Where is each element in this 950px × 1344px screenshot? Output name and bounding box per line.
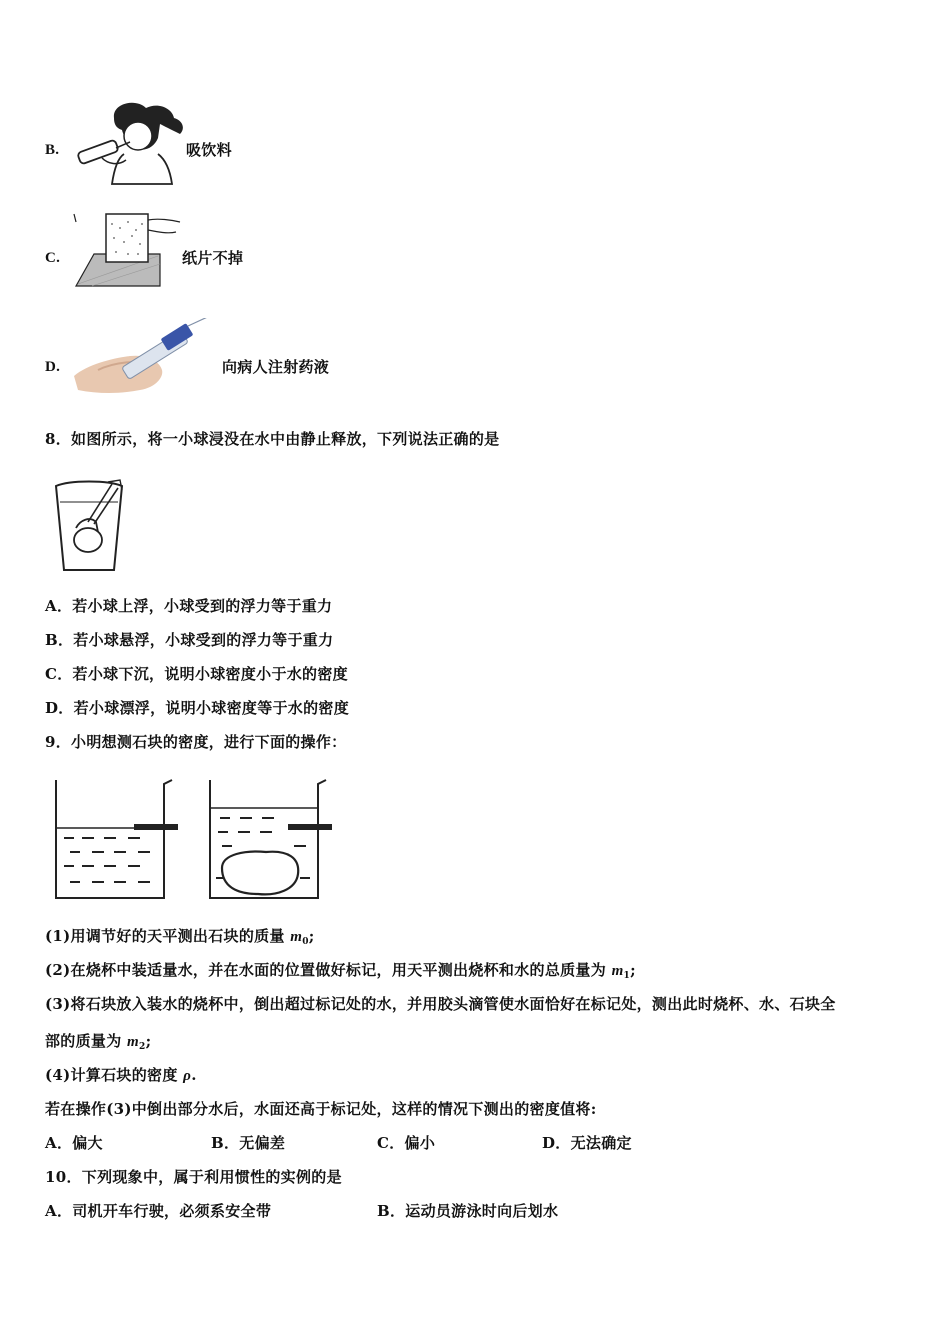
option-b-text: 吸饮料 xyxy=(186,141,232,159)
ball-in-water-figure xyxy=(52,478,128,574)
q9-question: 若在操作(3)中倒出部分水后，水面还高于标记处，这样的情况下测出的密度值将: xyxy=(45,1100,597,1118)
beaker-stone-figure xyxy=(206,778,334,902)
q9-option-c: C．偏小 xyxy=(377,1134,436,1152)
drinking-girl-figure xyxy=(74,98,186,188)
q9-step2: (2)在烧杯中装适量水，并在水面的位置做好标记，用天平测出烧杯和水的总质量为 $m_1$; xyxy=(45,961,636,981)
q10-stem: 10．下列现象中，属于利用惯性的实例的是 xyxy=(45,1168,342,1186)
paper-cup-figure xyxy=(72,208,184,292)
q9-step1: (1)用调节好的天平测出石块的质量 $m_0$; xyxy=(45,927,315,947)
q9-option-a: A．偏大 xyxy=(45,1134,103,1152)
q8-stem: 8．如图所示，将一小球浸没在水中由静止释放，下列说法正确的是 xyxy=(45,430,500,448)
q8-option-d: D．若小球漂浮，说明小球密度等于水的密度 xyxy=(45,699,350,717)
q9-stem: 9．小明想测石块的密度，进行下面的操作： xyxy=(45,733,347,751)
option-b-letter: B. xyxy=(45,142,60,158)
q9-step4: (4)计算石块的密度 ρ. xyxy=(45,1066,197,1084)
beaker-water-figure xyxy=(52,778,180,902)
option-c-text: 纸片不掉 xyxy=(182,249,244,267)
option-d-letter: D. xyxy=(45,359,61,375)
option-d-text: 向病人注射药液 xyxy=(222,358,330,376)
q8-option-c: C．若小球下沉，说明小球密度小于水的密度 xyxy=(45,665,348,683)
q9-step3-line1: (3)将石块放入装水的烧杯中，倒出超过标记处的水，并用胶头滴管使水面恰好在标记处，测出此时烧杯、水、石块全 xyxy=(45,995,836,1013)
q8-option-a: A．若小球上浮，小球受到的浮力等于重力 xyxy=(45,597,333,615)
option-c-letter: C. xyxy=(45,250,61,266)
q9-option-d: D．无法确定 xyxy=(542,1134,632,1152)
q9-option-b: B．无偏差 xyxy=(211,1134,286,1152)
q10-option-b: B．运动员游泳时向后划水 xyxy=(377,1202,559,1220)
q9-step3-line2: 部的质量为 $m_2$; xyxy=(45,1032,152,1052)
syringe-figure xyxy=(68,318,218,398)
q10-option-a: A．司机开车行驶，必须系安全带 xyxy=(45,1202,272,1220)
q8-option-b: B．若小球悬浮，小球受到的浮力等于重力 xyxy=(45,631,334,649)
